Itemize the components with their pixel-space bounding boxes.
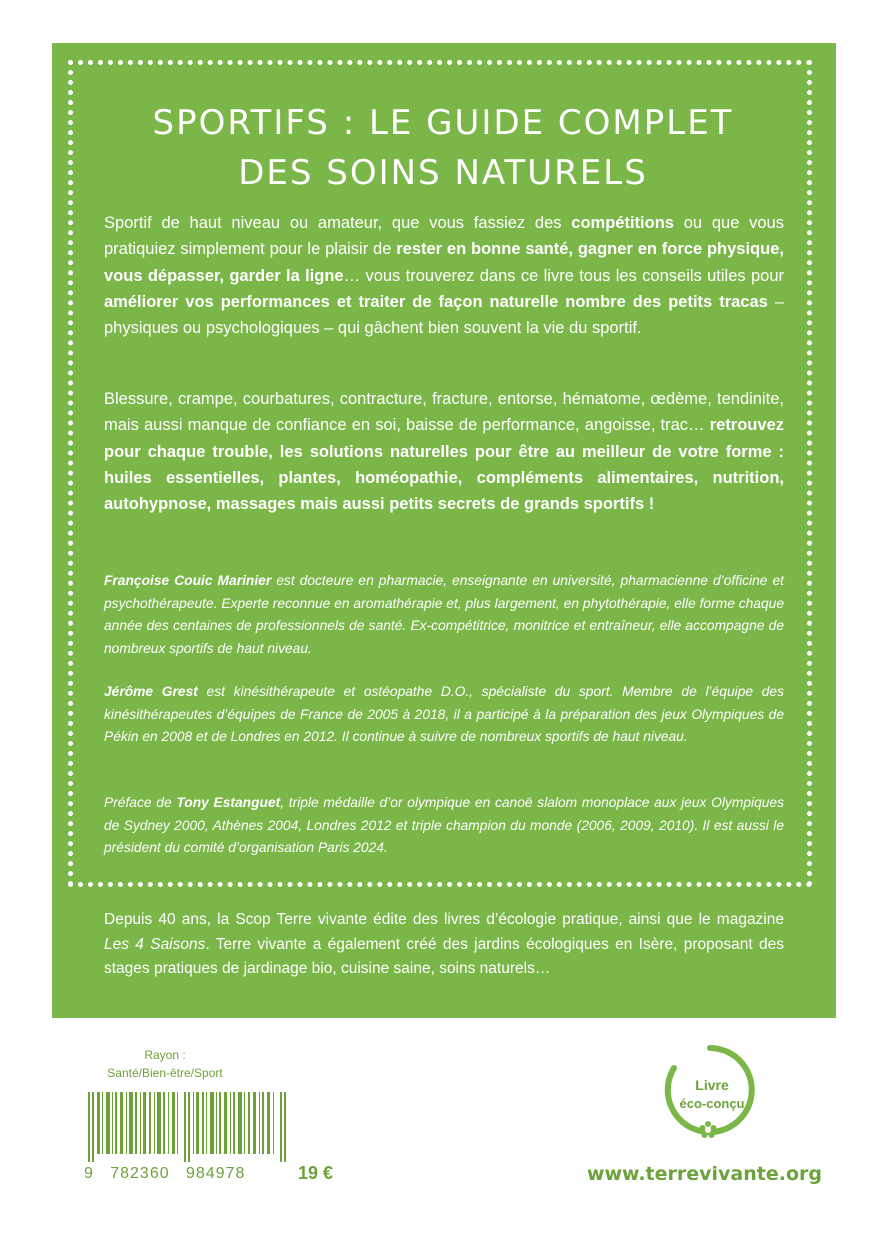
symptoms-bold: retrouvez pour chaque trouble, les solutions naturelles pour être au meilleur de votre forme : huiles essentielles, plantes, homéopathie, compléments alimentaires, nutrition, autohypnose, massages mais aussi petits secrets de grands sportifs ! bbox=[104, 416, 784, 514]
preface-prefix: Préface de bbox=[104, 795, 177, 810]
intro-paragraph bbox=[104, 210, 784, 341]
shelf-category bbox=[90, 1046, 240, 1082]
eco-logo-line1: Livre bbox=[695, 1077, 729, 1093]
author-bio-2 bbox=[104, 681, 784, 749]
intro-text-4: – physiques ou psychologiques – qui gâchent bien souvent la vie du sportif. bbox=[104, 292, 784, 338]
publisher-text-2: . Terre vivante a également créé des jardins écologiques en Isère, proposant des stages pratiques de jardinage bio, cuisine saine, soins naturels… bbox=[104, 935, 784, 977]
symptoms-paragraph bbox=[104, 386, 784, 517]
intro-bold-3: améliorer vos performances et traiter de façon naturelle nombre des petits tracas bbox=[104, 292, 768, 311]
title-line-1: SPORTIFS : LE GUIDE COMPLET bbox=[152, 103, 734, 143]
barcode-digits: 9 782360 984978 bbox=[84, 1165, 246, 1182]
intro-text-2: ou que vous pratiquiez simplement pour le plaisir de bbox=[104, 214, 784, 259]
publisher-note bbox=[104, 908, 784, 982]
eco-logo-line2: éco-conçu bbox=[679, 1096, 745, 1111]
author-bio-1 bbox=[104, 570, 784, 660]
shelf-label: Rayon : bbox=[144, 1048, 186, 1062]
symptoms-text: Blessure, crampe, courbatures, contracture, fracture, entorse, hématome, œdème, tendinite, mais aussi manque de confiance en soi, baisse de performance, angoisse, trac… bbox=[104, 390, 784, 435]
preface-name: Tony Estanguet bbox=[176, 795, 281, 810]
intro-text-3: … vous trouverez dans ce livre tous les conseils utiles pour bbox=[343, 266, 784, 285]
publisher-text-1: Depuis 40 ans, la Scop Terre vivante édite des livres d’écologie pratique, ainsi que le magazine bbox=[104, 911, 784, 928]
flower-icon bbox=[700, 1121, 717, 1138]
intro-bold-2: rester en bonne santé, gagner en force physique, vous dépasser, garder la ligne bbox=[104, 240, 784, 285]
eco-logo bbox=[660, 1040, 760, 1150]
preface-bio bbox=[104, 792, 784, 860]
shelf-value: Santé/Bien-être/Sport bbox=[107, 1066, 223, 1080]
author-name-1: Françoise Couic Marinier bbox=[104, 573, 272, 588]
intro-text-1: Sportif de haut niveau ou amateur, que vous fassiez des bbox=[104, 214, 572, 232]
price: 19 € bbox=[298, 1163, 334, 1183]
barcode bbox=[88, 1092, 288, 1162]
magazine-title: Les 4 Saisons bbox=[104, 935, 206, 953]
title-line-2: DES SOINS NATURELS bbox=[238, 153, 648, 193]
author-text-2: est kinésithérapeute et ostéopathe D.O., spécialiste du sport. Membre de l’équipe des kinésithérapeutes d’équipes de France de 2005 à 2018, il a participé à la préparation des jeux Olympiques de Pékin en 2008 et de Londres en 2012. Il continue à suivre de nombreux sportifs de haut niveau. bbox=[104, 684, 784, 744]
website-url[interactable]: www.terrevivante.org bbox=[586, 1163, 822, 1185]
author-name-2: Jérôme Grest bbox=[104, 684, 198, 699]
intro-bold-1: compétitions bbox=[571, 214, 674, 232]
author-text-1: est docteure en pharmacie, enseignante en université, pharmacienne d’officine et psychothérapeute. Experte reconnue en aromathérapie et, plus largement, en phytothérapie, elle forme chaque année des centaines de professionnels de santé. Ex-compétitrice, monitrice et entraîneur, elle accompagne de nombreux sportifs de haut niveau. bbox=[104, 573, 784, 656]
preface-text: , triple médaille d’or olympique en canoë slalom monoplace aux jeux Olympiques de Sydney 2000, Athènes 2004, Londres 2012 et triple champion du monde (2006, 2009, 2010). Il est aussi le président du comité d’organisation Paris 2024. bbox=[104, 795, 784, 855]
book-title bbox=[0, 98, 886, 198]
